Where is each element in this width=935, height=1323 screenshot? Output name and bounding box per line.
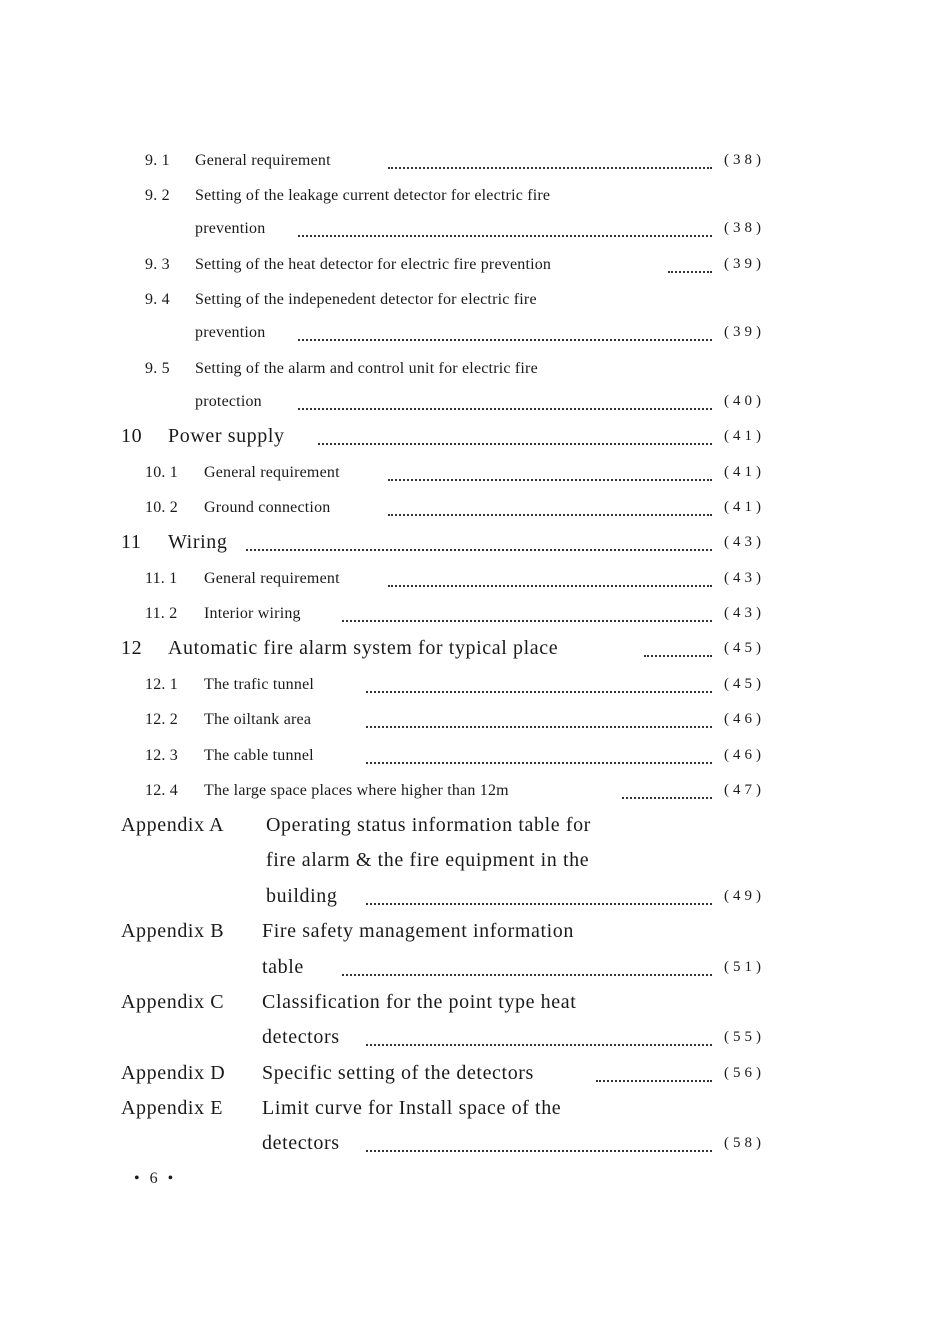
dot-leader [388, 514, 712, 516]
entry-number: 10. 2 [145, 499, 178, 516]
entry-number: 11. 2 [145, 605, 178, 622]
dot-leader [342, 974, 712, 976]
page-number: (43) [724, 605, 765, 621]
appendix-title: Limit curve for Install space of the [262, 1097, 562, 1119]
page-number: (43) [724, 534, 765, 550]
chapter-title: Power supply [168, 425, 285, 447]
entry-number: 12. 1 [145, 676, 178, 693]
entry-title: The oiltank area [204, 711, 312, 728]
page-number: (45) [724, 676, 765, 692]
appendix-label: Appendix B [121, 920, 225, 942]
page-number: (46) [724, 747, 765, 763]
dot-leader [366, 1044, 712, 1046]
dot-leader [366, 726, 712, 728]
entry-title-continuation: prevention [195, 220, 266, 237]
entry-title: General requirement [204, 464, 340, 481]
page-number: (56) [724, 1065, 765, 1081]
appendix-label: Appendix D [121, 1062, 226, 1084]
entry-title: Setting of the indepenedent detector for electric fire [195, 291, 537, 308]
page-number: (38) [724, 220, 765, 236]
appendix-title-continuation: table [262, 956, 304, 978]
dot-leader [366, 691, 712, 693]
appendix-label: Appendix A [121, 814, 225, 836]
entry-number: 9. 5 [145, 360, 170, 377]
chapter-title: Automatic fire alarm system for typical place [168, 637, 559, 659]
page-number: (40) [724, 393, 765, 409]
dot-leader [668, 271, 712, 273]
entry-title-continuation: protection [195, 393, 262, 410]
appendix-title: Specific setting of the detectors [262, 1062, 534, 1084]
dot-leader [298, 408, 712, 410]
chapter-title: Wiring [168, 531, 228, 553]
appendix-title-continuation: detectors [262, 1026, 340, 1048]
entry-number: 9. 3 [145, 256, 170, 273]
entry-number: 12. 2 [145, 711, 178, 728]
chapter-number: 10 [121, 425, 143, 447]
dot-leader [388, 479, 712, 481]
entry-title: Setting of the alarm and control unit for electric fire [195, 360, 538, 377]
entry-title: The large space places where higher than 12m [204, 782, 509, 799]
chapter-number: 11 [121, 531, 142, 553]
page-number: (41) [724, 428, 765, 444]
entry-title: General requirement [204, 570, 340, 587]
entry-title: Ground connection [204, 499, 331, 516]
appendix-title-continuation: fire alarm & the fire equipment in the [266, 849, 590, 871]
page-number: (47) [724, 782, 765, 798]
dot-leader [622, 797, 712, 799]
appendix-title: Operating status information table for [266, 814, 591, 836]
page-number: (49) [724, 888, 765, 904]
entry-number: 9. 4 [145, 291, 170, 308]
dot-leader [366, 903, 712, 905]
entry-title: Setting of the leakage current detector for electric fire [195, 187, 551, 204]
entry-number: 9. 2 [145, 187, 170, 204]
page-footer-number: • 6 • [134, 1170, 177, 1187]
entry-title: The cable tunnel [204, 747, 314, 764]
page-number: (45) [724, 640, 765, 656]
page-number: (51) [724, 959, 765, 975]
appendix-title: Classification for the point type heat [262, 991, 577, 1013]
appendix-title-continuation: building [266, 885, 338, 907]
appendix-title: Fire safety management information [262, 920, 574, 942]
page-number: (39) [724, 324, 765, 340]
entry-number: 12. 4 [145, 782, 178, 799]
page-number: (41) [724, 499, 765, 515]
dot-leader [298, 339, 712, 341]
entry-title: General requirement [195, 152, 331, 169]
appendix-label: Appendix E [121, 1097, 224, 1119]
dot-leader [298, 235, 712, 237]
page-number: (39) [724, 256, 765, 272]
page-number: (38) [724, 152, 765, 168]
entry-number: 10. 1 [145, 464, 178, 481]
page-number: (55) [724, 1029, 765, 1045]
page-number: (43) [724, 570, 765, 586]
entry-title: Interior wiring [204, 605, 301, 622]
entry-title: The trafic tunnel [204, 676, 315, 693]
entry-title-continuation: prevention [195, 324, 266, 341]
entry-number: 9. 1 [145, 152, 170, 169]
page-number: (41) [724, 464, 765, 480]
entry-title: Setting of the heat detector for electric fire prevention [195, 256, 552, 273]
appendix-label: Appendix C [121, 991, 225, 1013]
dot-leader [318, 443, 712, 445]
dot-leader [342, 620, 712, 622]
dot-leader [366, 1150, 712, 1152]
dot-leader [366, 762, 712, 764]
dot-leader [644, 655, 712, 657]
dot-leader [388, 585, 712, 587]
page-number: (58) [724, 1135, 765, 1151]
dot-leader [388, 167, 712, 169]
dot-leader [596, 1080, 712, 1082]
dot-leader [246, 549, 712, 551]
chapter-number: 12 [121, 637, 143, 659]
appendix-title-continuation: detectors [262, 1132, 340, 1154]
entry-number: 11. 1 [145, 570, 178, 587]
page-number: (46) [724, 711, 765, 727]
entry-number: 12. 3 [145, 747, 178, 764]
